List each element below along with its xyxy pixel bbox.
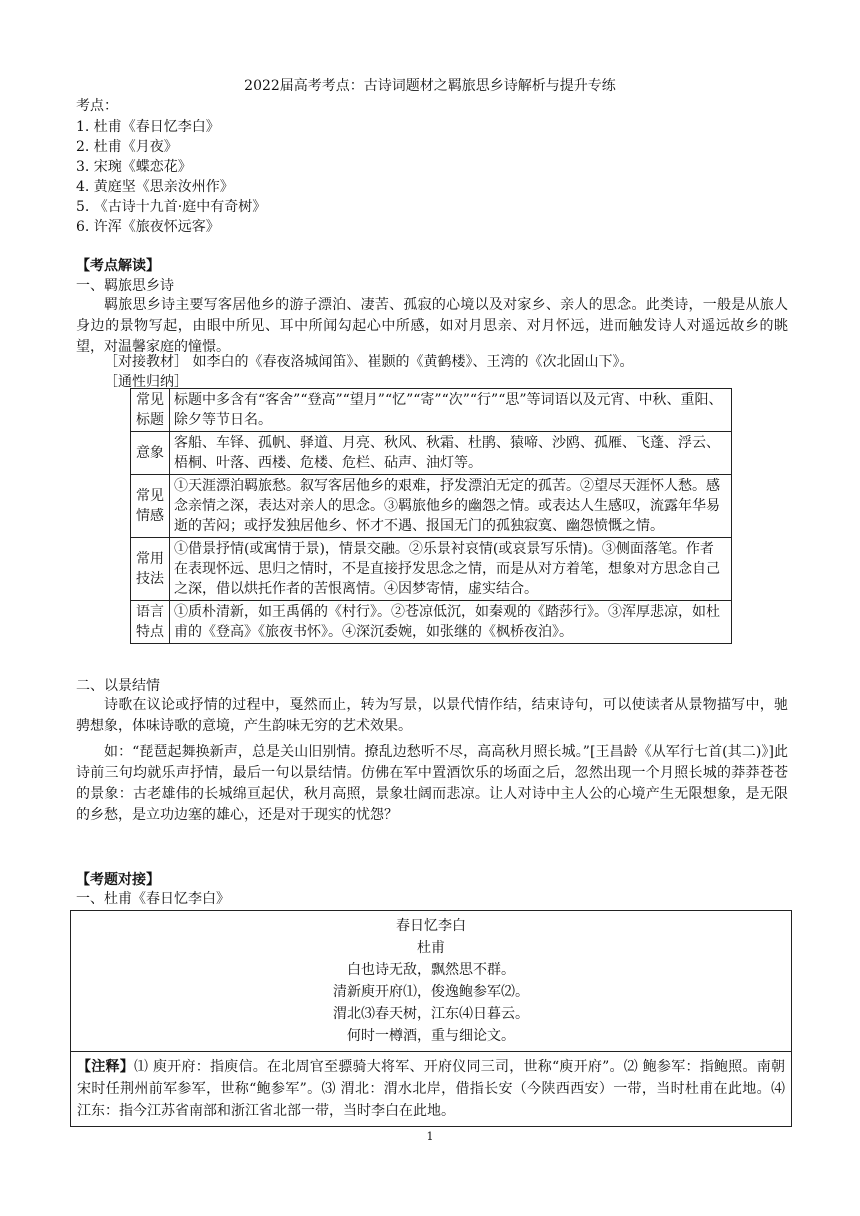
- point-item: 3. 宋琬《蝶恋花》: [76, 159, 192, 175]
- poem-line: 白也诗无敌，飘然思不群。: [347, 962, 515, 978]
- practice1-heading: 一、杜甫《春日忆李白》: [76, 891, 230, 907]
- point-item: 4. 黄庭坚《思亲汝州作》: [76, 179, 234, 195]
- poem-author: 杜甫: [417, 940, 445, 956]
- poem-body: [71, 911, 791, 1051]
- interpretation-heading: 【考点解读】: [76, 258, 160, 274]
- section1-paragraph: 羁旅思乡诗主要写客居他乡的游子漂泊、凄苦、孤寂的心境以及对家乡、亲人的思念。此类诗，一般是从旅人身边的景物写起，由眼中所见、耳中所闻勾起心中所感，如对月思亲、对月怀远，进而触发诗人对遥远故乡的眺望，对温馨家庭的憧憬。: [76, 297, 788, 355]
- table-row-body: ①天涯漂泊羁旅愁。叙写客居他乡的艰难，抒发漂泊无定的孤苦。②望尽天涯怀人愁。感念亲情之深，表达对亲人的思念。③羁旅他乡的幽怨之情。或表达人生感叹，流露年华易逝的苦闷；或抒发独居他乡、怀才不遇、报国无门的孤独寂寞、幽怨愤慨之情。: [170, 475, 732, 538]
- notes-label: 【注释】: [77, 1059, 135, 1075]
- point-item: 6. 许浑《旅夜怀远客》: [76, 219, 220, 235]
- table-row-body: 客船、车铎、孤帆、驿道、月亮、秋风、秋霜、杜鹃、猿啼、沙鸥、孤雁、飞蓬、浮云、梧桐、叶落、西楼、危楼、危栏、砧声、油灯等。: [170, 432, 732, 475]
- page-number: 1: [426, 1130, 434, 1143]
- table-row: [131, 601, 732, 644]
- point-item: 5. 《古诗十九首·庭中有奇树》: [76, 199, 267, 215]
- section2-heading: 二、以景结情: [76, 678, 160, 694]
- table-row-head: 常见标题: [131, 389, 170, 432]
- practice-heading: 【考题对接】: [76, 872, 160, 888]
- point-item: 1. 杜甫《春日忆李白》: [76, 119, 220, 135]
- poem-notes: [71, 1051, 791, 1126]
- document-title: 2022届高考考点：古诗词题材之羁旅思乡诗解析与提升专练: [244, 78, 616, 94]
- general-label: ［通性归纳］: [104, 374, 188, 390]
- section1-heading: 一、羁旅思乡诗: [76, 278, 174, 294]
- section2-paragraph-1: 诗歌在议论或抒情的过程中，戛然而止，转为写景，以景代情作结，结束诗句，可以使读者从景物描写中，驰骋想象，体味诗歌的意境，产生韵味无穷的艺术效果。: [76, 697, 788, 734]
- table-row-body: ①质朴清新，如王禹偁的《村行》。②苍凉低沉，如秦观的《踏莎行》。③浑厚悲凉，如杜甫的《登高》《旅夜书怀》。④深沉委婉，如张继的《枫桥夜泊》。: [170, 601, 732, 644]
- table-row: [131, 432, 732, 475]
- textbook-line: ［对接教材］ 如李白的《春夜洛城闻笛》、崔颢的《黄鹤楼》、王湾的《次北固山下》。: [104, 354, 634, 370]
- table-row: [131, 538, 732, 601]
- table-row-head: 常用技法: [131, 538, 170, 601]
- point-item: 2. 杜甫《月夜》: [76, 139, 178, 155]
- poem-line: 清新庾开府⑴，俊逸鲍参军⑵。: [333, 984, 529, 1000]
- table-row-body: 标题中多含有“客舍”“登高”“望月”“忆”“寄”“次”“行”“思”等词语以及元宵、中秋、重阳、除夕等节日名。: [170, 389, 732, 432]
- poem-title: 春日忆李白: [396, 918, 466, 934]
- table-row-head: 常见情感: [131, 475, 170, 538]
- table-row-head: 意象: [131, 432, 170, 475]
- table-row: [131, 389, 732, 432]
- poem-line: 何时一樽酒，重与细论文。: [347, 1028, 515, 1044]
- table-row-head: 语言特点: [131, 601, 170, 644]
- notes-text: ⑴ 庾开府：指庾信。在北周官至骠骑大将军、开府仪同三司，世称“庾开府”。⑵ 鲍参军：指鲍照。南朝宋时任荆州前军参军，世称“鲍参军”。⑶ 渭北：渭水北岸，借指长安（今陕西西安）一带，当时杜甫在此地。⑷ 江东：指今江苏省南部和浙江省北部一带，当时李白在此地。: [77, 1059, 786, 1119]
- poem-box: [70, 910, 792, 1127]
- points-label: 考点：: [76, 98, 118, 114]
- table-row: [131, 475, 732, 538]
- summary-table: [130, 388, 732, 644]
- section2-paragraph-2: 如：“琵琶起舞换新声，总是关山旧别情。撩乱边愁听不尽，高高秋月照长城。”[王昌龄《从军行七首(其二)》]此诗前三句均就乐声抒情，最后一句以景结情。仿佛在军中置酒饮乐的场面之后，忽然出现一个月照长城的莽莽苍苍的景象：古老雄伟的长城绵亘起伏，秋月高照，景象壮阔而悲凉。让人对诗中主人公的心境产生无限想象，是无限的乡愁，是立功边塞的雄心，还是对于现实的忧怨？: [76, 744, 788, 823]
- poem-line: 渭北⑶春天树，江东⑷日暮云。: [333, 1006, 529, 1022]
- table-row-body: ①借景抒情(或寓情于景)，情景交融。②乐景衬哀情(或哀景写乐情)。③侧面落笔。作者在表现怀远、思归之情时，不是直接抒发思念之情，而是从对方着笔，想象对方思念自己之深，借以烘托作者的苦恨离情。④因梦寄情，虚实结合。: [170, 538, 732, 601]
